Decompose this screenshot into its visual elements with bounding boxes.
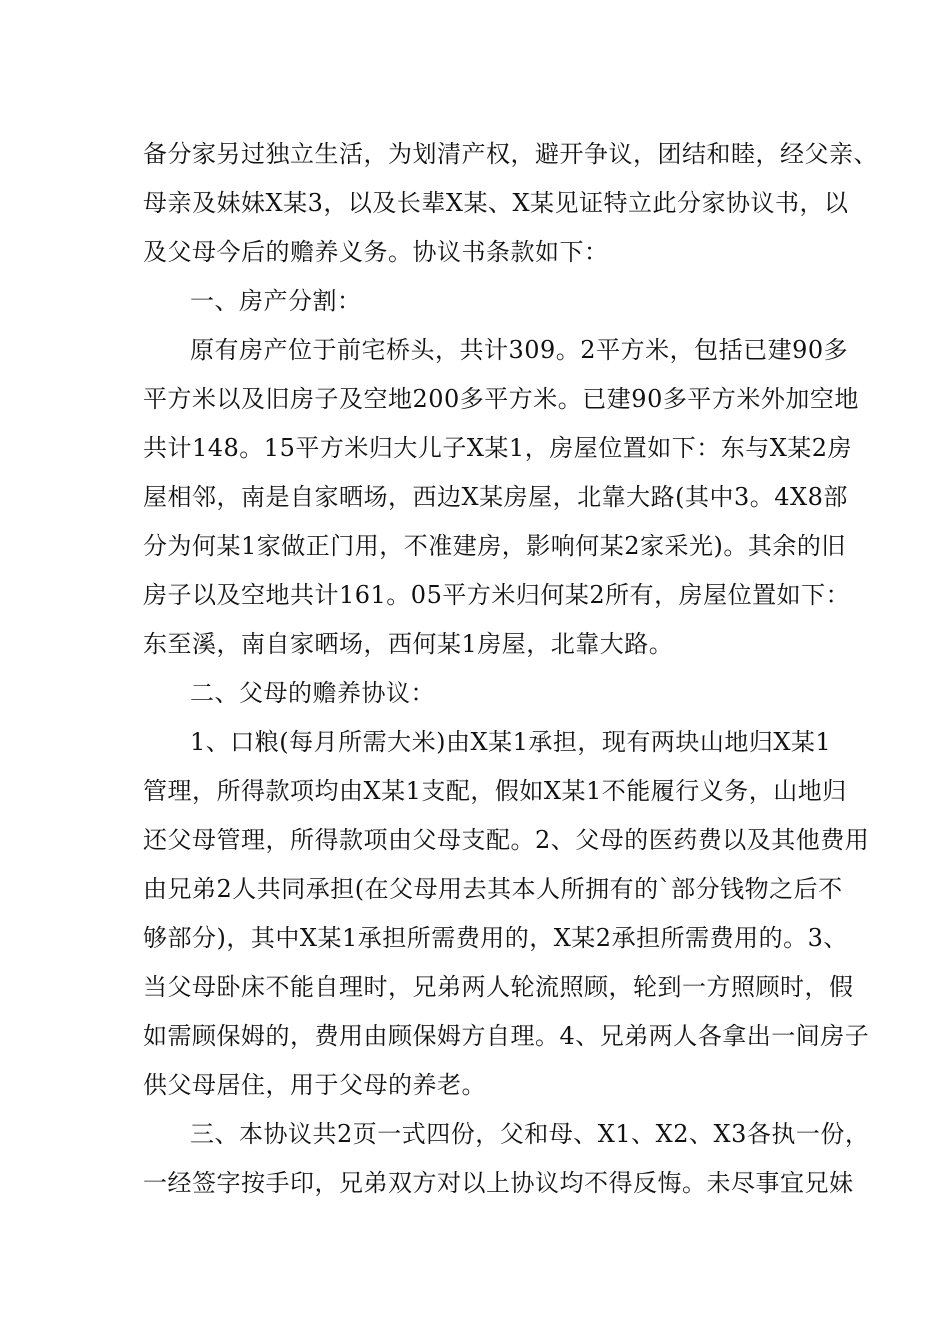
- text-line: 供父母居住，用于父母的养老。: [143, 1071, 486, 1099]
- section-heading: 三、本协议共2页一式四份，父和母、X1、X2、X3各执一份，: [190, 1120, 870, 1148]
- section-heading: 一、房产分割：: [190, 287, 362, 315]
- text-line: 还父母管理，所得款项由父母支配。2、父母的医药费以及其他费用: [143, 826, 870, 854]
- text-line: 原有房产位于前宅桥头，共计309。2平方米，包括已建90多: [190, 336, 849, 364]
- text-line: 及父母今后的赡养义务。协议书条款如下：: [143, 238, 609, 266]
- text-line: 分为何某1家做正门用，不准建房，影响何某2家采光)。其余的旧: [143, 532, 846, 560]
- text-line: 备分家另过独立生活，为划清产权，避开争议，团结和睦，经父亲、: [143, 140, 878, 168]
- text-line: 母亲及妹妹X某3，以及长辈X某、X某见证特立此分家协议书，以: [143, 189, 849, 217]
- text-line: 1、口粮(每月所需大米)由X某1承担，现有两块山地归X某1: [190, 728, 832, 756]
- text-line: 一经签字按手印，兄弟双方对以上协议均不得反悔。未尽事宜兄妹: [143, 1169, 854, 1197]
- text-line: 平方米以及旧房子及空地200多平方米。已建90多平方米外加空地: [143, 385, 859, 413]
- text-line: 屋相邻，南是自家晒场，西边X某房屋，北靠大路(其中3。4X8部: [143, 483, 848, 511]
- section-heading: 二、父母的赡养协议：: [190, 679, 435, 707]
- text-line: 如需顾保姆的，费用由顾保姆方自理。4、兄弟两人各拿出一间房子: [143, 1022, 870, 1050]
- text-line: 管理，所得款项均由X某1支配，假如X某1不能履行义务，山地归: [143, 777, 847, 805]
- text-line: 够部分)，其中X某1承担所需费用的，X某2承担所需费用的。3、: [143, 924, 848, 952]
- text-line: 共计148。15平方米归大儿子X某1，房屋位置如下：东与X某2房: [143, 434, 853, 462]
- text-line: 房子以及空地共计161。05平方米归何某2所有，房屋位置如下：: [143, 581, 851, 609]
- text-line: 由兄弟2人共同承担(在父母用去其本人所拥有的`部分钱物之后不: [143, 875, 843, 903]
- text-line: 东至溪，南自家晒场，西何某1房屋，北靠大路。: [143, 630, 674, 658]
- text-line: 当父母卧床不能自理时，兄弟两人轮流照顾，轮到一方照顾时，假: [143, 973, 854, 1001]
